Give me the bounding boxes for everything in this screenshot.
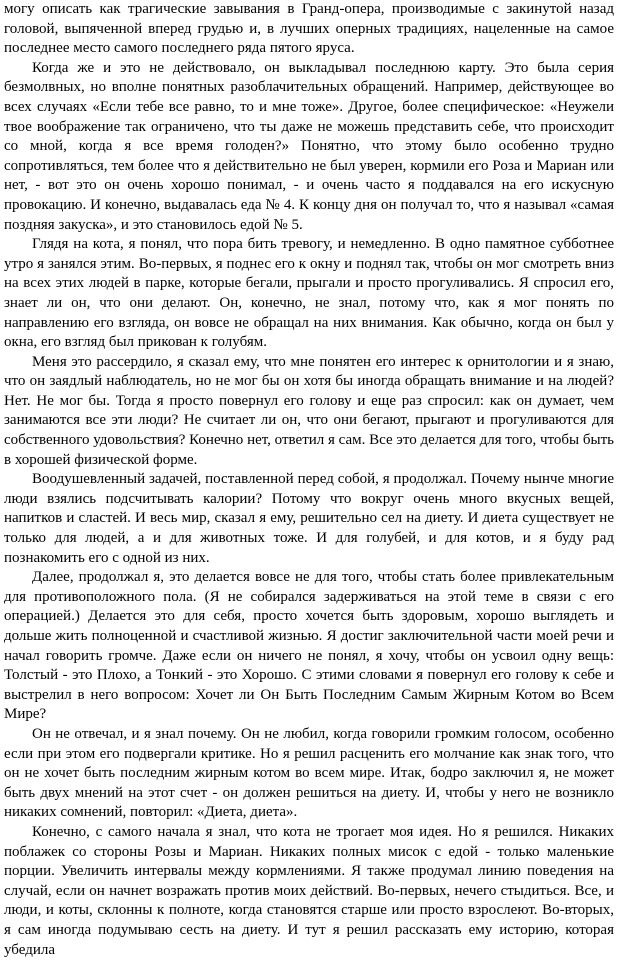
paragraph: Воодушевленный задачей, поставленной перед собой, я продолжал. Почему нынче многие люди взялись подсчитывать калории? Потому что вокруг очень много вкусных вещей, напитков и сластей. И весь мир, сказал я ему, решительно сел на диету. И диета существует не только для людей, а и для животных тоже. И для голубей, и для котов, и я буду рад познакомить его с одной из них.	[4, 471, 614, 566]
paragraph: Когда же и это не действовало, он выкладывал последнюю карту. Это была серия безмолвных, но вполне понятных разоблачительных обращений. Например, действующее во всех случаях «Если тебе все равно, то и мне тоже». Другое, более специфическое: «Неужели твое воображение так ограничено, что ты даже не можешь представить себе, что происходит со мной, когда я все время голоден?» Понятно, что этому было особенно трудно сопротивляться, тем более что я действительно не был уверен, кормили его Роза и Мариан или нет, - вот это он очень хорошо понимал, - и очень часто я поддавался на его искусную провокацию. И конечно, выдавалась еда № 4. К концу дня он получал то, что я называл «самая поздняя закуска», и это становилось едой № 5.	[4, 59, 614, 233]
paragraph: Глядя на кота, я понял, что пора бить тревогу, и немедленно. В одно памятное субботнее утро я занялся этим. Во-первых, я поднес его к окну и поднял так, чтобы он мог смотреть вниз на всех этих людей в парке, которые бегали, прыгали и просто прогуливались. Я спросил его, знает ли он, что они делают. Он, конечно, не знал, потому что, как я мог понять по направлению его взгляда, он вовсе не обращал на них внимания. Как обычно, когда он был у окна, его взгляд был прикован к голубям.	[4, 236, 614, 351]
paragraph: Меня это расcердило, я сказал ему, что мне понятен его интерес к орнитологии и я знаю, что он заядлый наблюдатель, но не мог бы он хотя бы иногда обращать внимание и на людей? Нет. Не мог бы. Тогда я просто повернул его голову и еще раз спросил: как он думает, чем занимаются все эти люди? Не считает ли он, что они бегают, прыгают и прогуливаются для собственного удовольствия? Конечно нет, ответил я сам. Все это делается для того, чтобы быть в хорошей физической форме.	[4, 353, 614, 468]
paragraph: Конечно, с самого начала я знал, что кота не трогает моя идея. Но я решился. Никаких поблажек со стороны Розы и Мариан. Никаких полных мисок с едой - только маленькие порции. Увеличить интервалы между кормлениями. Я также продумал линию поведения на случай, если он начнет возражать против моих действий. Во-первых, нечего стыдиться. Все, и люди, и коты, склонны к полноте, когда становятся старше или просто взрослеют. Во-вторых, я сам иногда подумываю сесть на диету. И тут я решил рассказать ему историю, которая убедила	[4, 823, 614, 958]
paragraph: Далее, продолжал я, это делается вовсе не для того, чтобы стать более привлекательным для противоположного пола. (Я не собирался задерживаться на этой теме в связи с его операцией.) Делается это для себя, просто хочется быть здоровым, хорошо выглядеть и дольше жить полноценной и счастливой жизнью. Я достиг заключительной части моей речи и начал говорить громче. Даже если он ничего не понял, я хочу, чтобы он усвоил одну вещь: Толстый - это Плохо, а Тонкий - это Хорошо. С этими словами я повернул его голову к себе и выстрелил в него вопросом: Хочет ли Он Быть Последним Самым Жирным Котом во Всем Мире?	[4, 569, 614, 723]
paragraph: Он не отвечал, и я знал почему. Он не любил, когда говорили громким голосом, особенно если при этом его подвергали критике. Но я решил расценить его молчание как знак того, что он не хочет быть последним жирным котом во всем мире. Итак, бодро заключил я, не может быть двух мнений на этот счет - он должен решиться на диету. И, чтобы у него не возникло никаких сомнений, повторил: «Диета, диета».	[4, 725, 614, 821]
paragraph: могу описать как трагические завывания в Гранд-опера, производимые с закинутой назад головой, выпяченной вперед грудью и, в лучших оперных традициях, нацеленные на самое последнее место самого последнего ряда пятого яруса.	[4, 1, 614, 57]
